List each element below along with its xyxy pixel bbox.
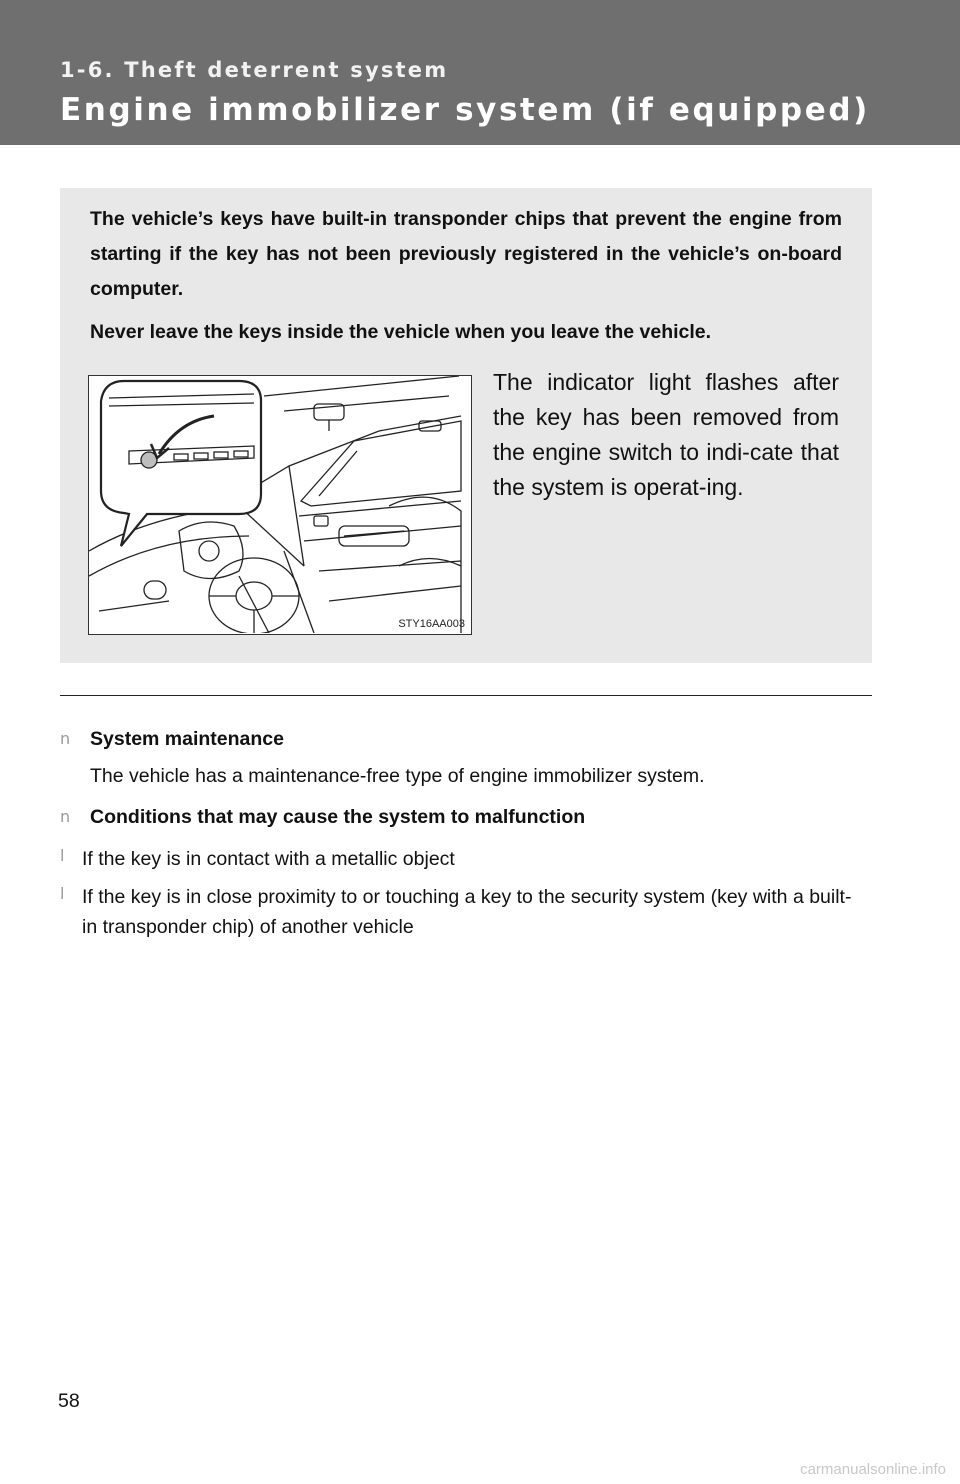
intro-paragraph-1: The vehicle’s keys have built-in transponder chips that prevent the engine from starting if the key has not been previously registered in the vehicle’s on-board computer. [90, 208, 842, 300]
figure-code: STY16AA003 [398, 618, 465, 630]
header-bar [0, 0, 960, 145]
round-bullet-icon: l [60, 884, 65, 903]
topic-heading: Conditions that may cause the system to malfunction [90, 806, 586, 828]
figure-caption: The indicator light flashes after the key has been removed from the engine switch to indi-cate that the system is operat-ing. [493, 369, 839, 500]
topic-body: The vehicle has a maintenance-free type of engine immobilizer system. [90, 765, 705, 787]
section-divider [60, 695, 872, 696]
square-bullet-icon: n [60, 807, 71, 826]
bullet-text: If the key is in close proximity to or touching a key to the security system (key with a built-in transponder chip) of another vehicle [82, 886, 852, 938]
intro-paragraph-2: Never leave the keys inside the vehicle when you leave the vehicle. [90, 321, 712, 343]
watermark: carmanualsonline.info [800, 1461, 946, 1478]
topic-heading: System maintenance [90, 728, 285, 750]
round-bullet-icon: l [60, 846, 65, 865]
dashboard-line-drawing [89, 376, 470, 633]
page-number: 58 [58, 1390, 80, 1412]
square-bullet-icon: n [60, 729, 71, 748]
bullet-text: If the key is in contact with a metallic object [82, 848, 455, 870]
info-box [60, 188, 872, 663]
section-label: 1-6. Theft deterrent system [60, 58, 449, 82]
dashboard-illustration [88, 375, 472, 635]
page-title: Engine immobilizer system (if equipped) [60, 92, 870, 128]
